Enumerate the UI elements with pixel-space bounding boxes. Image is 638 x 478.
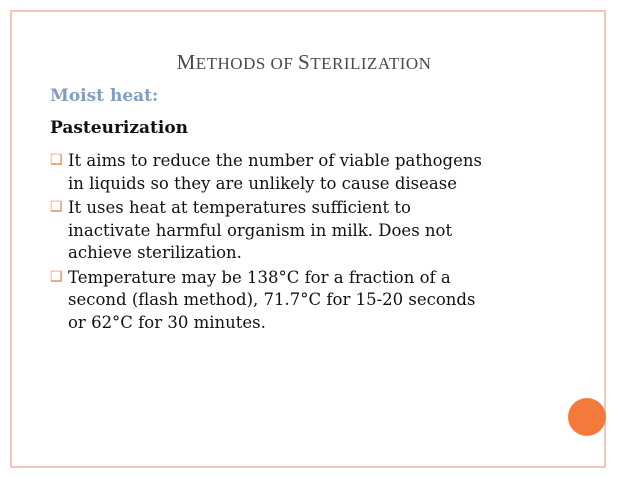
slide-frame-right bbox=[604, 10, 606, 468]
bullet-item bbox=[50, 267, 580, 335]
bullet-line: inactivate harmful organism in milk. Does not bbox=[68, 220, 453, 240]
hollow-square-bullet-icon: ❑ bbox=[50, 268, 63, 285]
bullet-item bbox=[50, 197, 580, 265]
title-initial-2: S bbox=[298, 50, 311, 74]
bullet-line: in liquids so they are unlikely to cause disease bbox=[68, 173, 457, 193]
bullet-line: achieve sterilization. bbox=[68, 243, 242, 262]
slide-frame-left bbox=[10, 10, 12, 468]
bullet-line: or 62°C for 30 minutes. bbox=[68, 312, 266, 332]
bullet-list bbox=[50, 150, 580, 336]
bullet-line: second (flash method), 71.7°C for 15-20 seconds bbox=[68, 290, 476, 309]
bullet-line: It aims to reduce the number of viable pathogens bbox=[68, 151, 482, 170]
subheading: Moist heat: bbox=[50, 86, 159, 106]
hollow-square-bullet-icon: ❑ bbox=[50, 152, 63, 168]
slide-title bbox=[0, 50, 608, 75]
hollow-square-bullet-icon: ❑ bbox=[50, 199, 63, 215]
bullet-line: It uses heat at temperatures sufficient to bbox=[68, 198, 411, 217]
slide-frame-bottom bbox=[10, 466, 606, 468]
title-text-1: ETHODS OF bbox=[195, 54, 299, 73]
title-initial-1: M bbox=[176, 50, 196, 74]
accent-circle-icon bbox=[568, 398, 606, 436]
topic-heading: Pasteurization bbox=[50, 118, 189, 138]
bullet-item bbox=[50, 150, 580, 195]
title-text-2: TERILIZATION bbox=[310, 54, 432, 73]
bullet-line: Temperature may be 138°C for a fraction of a bbox=[68, 267, 451, 287]
slide-frame-top bbox=[10, 10, 606, 12]
